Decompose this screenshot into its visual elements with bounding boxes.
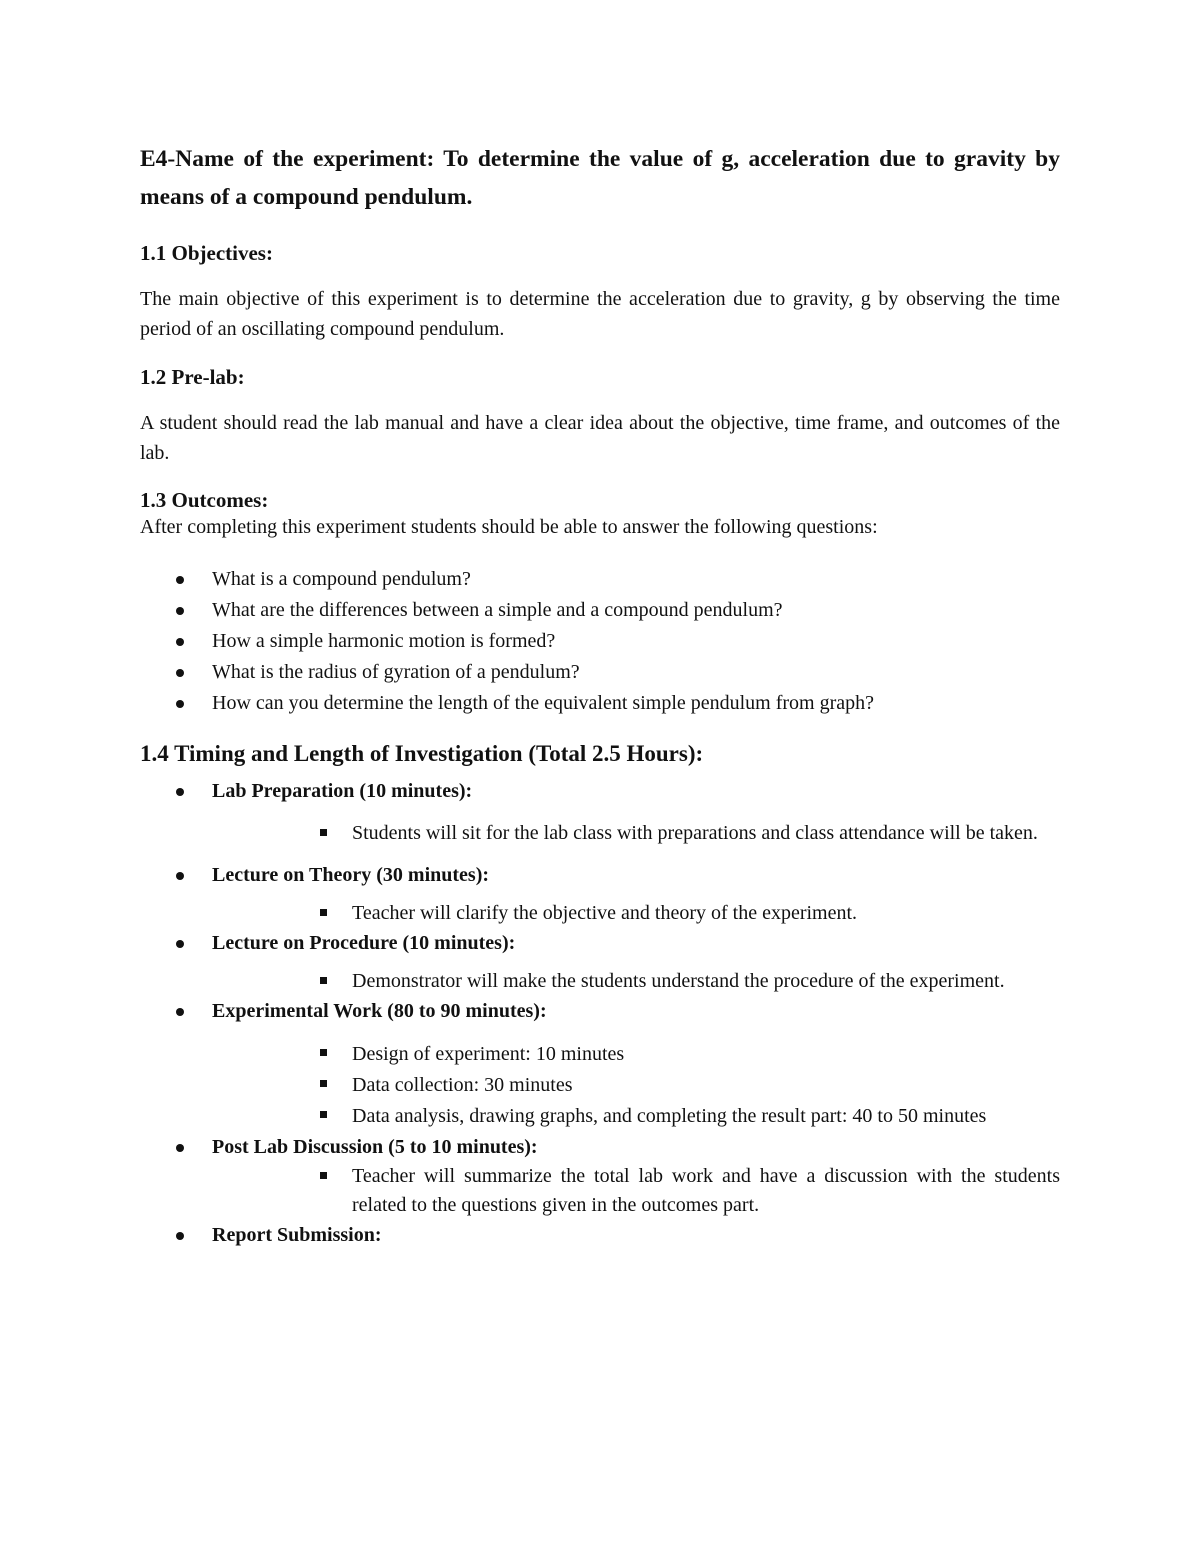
timing-item-label: Lecture on Procedure (10 minutes): [212, 932, 516, 954]
timing-subitem-text: Students will sit for the lab class with preparations and class attendance will be taken. [352, 822, 1038, 844]
timing-subitem [140, 1039, 1060, 1070]
bullet-icon [176, 788, 184, 796]
timing-subitem [140, 899, 1060, 928]
timing-list [140, 776, 1060, 1250]
timing-item-label: Experimental Work (80 to 90 minutes): [212, 1000, 547, 1022]
question-text: How a simple harmonic motion is formed? [212, 630, 556, 652]
prelab-heading: 1.2 Pre-lab: [140, 365, 245, 389]
prelab-text: A student should read the lab manual and have a clear idea about the objective, time frame, and outcomes of the lab. [140, 412, 1060, 464]
timing-subitem-text: Data analysis, drawing graphs, and completing the result part: 40 to 50 minutes [352, 1105, 987, 1127]
document-title: E4-Name of the experiment: To determine the value of g, acceleration due to gravity by means of a compound pendulum. [140, 146, 1060, 210]
bullet-icon [176, 669, 184, 677]
timing-subitem [140, 819, 1060, 848]
square-bullet-icon [320, 829, 327, 836]
timing-item-label: Lab Preparation (10 minutes): [212, 780, 473, 802]
bullet-icon [176, 638, 184, 646]
question-text: How can you determine the length of the equivalent simple pendulum from graph? [212, 692, 875, 714]
objectives-heading: 1.1 Objectives: [140, 241, 273, 265]
list-item [140, 595, 1060, 626]
timing-item [140, 776, 1060, 848]
bullet-icon [176, 1232, 184, 1240]
timing-item [140, 860, 1060, 928]
timing-subitem-text: Data collection: 30 minutes [352, 1074, 573, 1096]
timing-subitem-list [140, 899, 1060, 928]
square-bullet-icon [320, 1172, 327, 1179]
square-bullet-icon [320, 1049, 327, 1056]
timing-subitem-list [140, 1162, 1060, 1220]
objectives-text: The main objective of this experiment is to determine the acceleration due to gravity, g by observing the time period of an oscillating compound pendulum. [140, 288, 1060, 340]
timing-subitem-list [140, 1039, 1060, 1132]
list-item [140, 564, 1060, 595]
timing-item-label: Report Submission: [212, 1224, 382, 1246]
question-text: What are the differences between a simple and a compound pendulum? [212, 599, 783, 621]
bullet-icon [176, 1144, 184, 1152]
bullet-icon [176, 700, 184, 708]
timing-subitem-text: Teacher will summarize the total lab work and have a discussion with the students related to the questions given in the outcomes part. [352, 1165, 1060, 1216]
timing-item-label: Lecture on Theory (30 minutes): [212, 864, 490, 886]
timing-heading: 1.4 Timing and Length of Investigation (Total 2.5 Hours): [140, 741, 704, 766]
question-text: What is the radius of gyration of a pendulum? [212, 661, 580, 683]
timing-subitem-list [140, 967, 1060, 996]
bullet-icon [176, 576, 184, 584]
outcomes-heading: 1.3 Outcomes: [140, 488, 269, 512]
outcomes-question-list [140, 564, 1060, 719]
timing-item [140, 1220, 1060, 1250]
timing-subitem [140, 967, 1060, 996]
timing-subitem-text: Demonstrator will make the students understand the procedure of the experiment. [352, 970, 1005, 992]
document-page [140, 140, 1060, 1250]
bullet-icon [176, 872, 184, 880]
timing-item [140, 1132, 1060, 1220]
list-item [140, 626, 1060, 657]
timing-subitem-text: Teacher will clarify the objective and theory of the experiment. [352, 902, 858, 924]
list-item [140, 688, 1060, 719]
timing-subitem [140, 1070, 1060, 1101]
bullet-icon [176, 607, 184, 615]
square-bullet-icon [320, 977, 327, 984]
timing-item [140, 996, 1060, 1132]
list-item [140, 657, 1060, 688]
square-bullet-icon [320, 909, 327, 916]
timing-subitem [140, 1101, 1060, 1132]
bullet-icon [176, 940, 184, 948]
square-bullet-icon [320, 1080, 327, 1087]
timing-subitem-text: Design of experiment: 10 minutes [352, 1043, 625, 1065]
timing-item [140, 928, 1060, 996]
question-text: What is a compound pendulum? [212, 568, 471, 590]
timing-subitem [140, 1162, 1060, 1220]
timing-item-label: Post Lab Discussion (5 to 10 minutes): [212, 1136, 538, 1158]
timing-subitem-list [140, 819, 1060, 848]
square-bullet-icon [320, 1111, 327, 1118]
outcomes-intro: After completing this experiment students should be able to answer the following questions: [140, 516, 878, 538]
bullet-icon [176, 1008, 184, 1016]
